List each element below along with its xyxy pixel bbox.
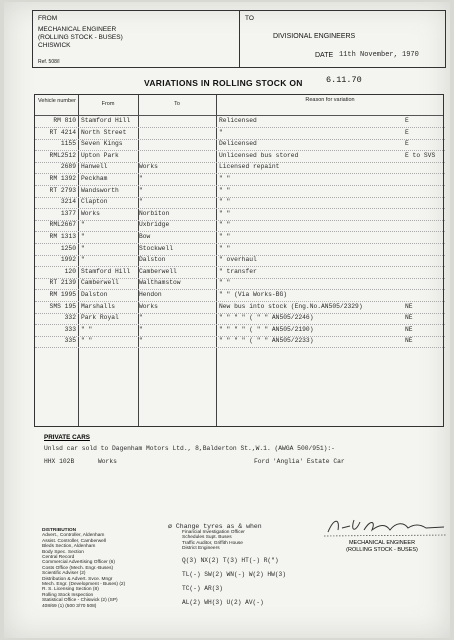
reason-cell: New bus into stock (Eng.No.AN505/2329) [219, 302, 363, 310]
code-cell: E [405, 117, 409, 124]
to-cell: Bow [139, 233, 151, 240]
from-cell: Clapton [81, 198, 108, 206]
to-cell: Works [139, 163, 158, 171]
reason-cell: " " [219, 233, 231, 240]
from-label: FROM [38, 15, 58, 22]
table-row [35, 326, 445, 337]
col-head-to: To [174, 101, 180, 107]
table-row [35, 279, 445, 290]
fi-line: Schedules Supt. Buses [182, 535, 232, 541]
vehicle-cell: 333 [64, 325, 76, 333]
vehicle-cell: 1155 [60, 140, 76, 148]
reason-cell: " overhaul [219, 256, 257, 264]
signature-title-line: (ROLLING STOCK - BUSES) [346, 546, 418, 553]
table-row [35, 233, 445, 244]
distribution-line: Assist. Controller, Camberwell [42, 538, 106, 544]
reason-cell: Relicensed [219, 117, 257, 124]
header-box [32, 10, 446, 68]
to-cell: " [139, 314, 143, 322]
header-divider [239, 11, 240, 67]
from-cell: " " [81, 325, 93, 333]
vehicle-cell: 2689 [60, 163, 76, 171]
from-cell: Wandsworth [81, 186, 119, 194]
to-cell: " [139, 186, 143, 194]
from-cell: Peckham [81, 175, 108, 182]
from-cell: Stamford Hill [81, 117, 131, 124]
from-cell: Dalston [81, 291, 108, 298]
fi-line: Traffic Auditor, Griffith House [182, 540, 243, 546]
private-cars-line: Unlsd car sold to Dagenham Motors Ltd., 8,Balderton St.,W.1. (AWGA 500/951):- [44, 445, 335, 452]
to-cell: Camberwell [139, 267, 177, 275]
table-row [35, 117, 445, 128]
table-row [35, 268, 445, 279]
distribution-lines [42, 533, 125, 609]
to-cell: " [139, 175, 143, 182]
table-row [35, 140, 445, 151]
to-value: DIVISIONAL ENGINEERS [273, 33, 356, 40]
page-title: VARIATIONS IN ROLLING STOCK ON [144, 78, 303, 88]
table-row [35, 303, 445, 314]
vehicle-cell: 1377 [60, 209, 76, 217]
reason-cell: " " [219, 209, 231, 217]
from-cell: " [81, 233, 85, 240]
variations-table [34, 94, 444, 427]
vehicle-cell: 332 [64, 314, 76, 322]
code-cell: E to SVS [405, 151, 436, 159]
reason-cell: " " (Via Works-BG) [219, 291, 288, 298]
reason-cell: Licensed repaint [219, 163, 280, 171]
vehicle-cell: 120 [64, 267, 76, 275]
reason-cell: " " [219, 186, 231, 194]
date-label: DATE [315, 52, 334, 59]
table-row [35, 221, 445, 232]
col-head-from: From [101, 101, 115, 107]
to-cell: " [139, 198, 143, 206]
row-guide [35, 347, 445, 348]
private-cars-heading: PRIVATE CARS [44, 434, 90, 441]
from-line-3: CHISWICK [38, 42, 71, 49]
to-cell: Walthamstow [139, 279, 181, 287]
vehicle-cell: RM 1995 [49, 291, 76, 298]
distribution-line: Advert., Controller, Aldenham [42, 533, 105, 539]
reason-cell: " [219, 128, 223, 136]
document-sheet [4, 2, 450, 638]
table-row [35, 129, 445, 140]
from-cell: Park Royal [81, 314, 119, 322]
table-row [35, 337, 445, 348]
code-cell: NE [405, 325, 413, 333]
code-line: TL(-) SW(2) WN(-) W(2) HW(3) [182, 571, 286, 578]
to-cell: Stockwell [139, 244, 174, 252]
to-label: TO [245, 15, 254, 22]
from-cell: Stamford Hill [81, 267, 131, 275]
private-car-from: Works [98, 458, 117, 465]
fi-block [182, 530, 245, 552]
distribution-line: Distribution & Advert. Svce. Mngr [42, 576, 113, 582]
table-row [35, 175, 445, 186]
code-cell: NE [405, 337, 413, 345]
distribution-line: Rolling Stock Inspection [42, 592, 94, 598]
vehicle-cell: 3214 [60, 198, 76, 206]
date-value: 11th November, 1970 [339, 51, 419, 59]
from-cell: " [81, 244, 85, 252]
to-cell: " [139, 337, 143, 345]
ref-number: Ref. 508/I [38, 59, 60, 65]
table-row [35, 245, 445, 256]
from-line-1: MECHANICAL ENGINEER [38, 26, 117, 33]
distribution-line: Statistical Office - Chiswick (2) (SP) [42, 598, 118, 604]
distribution-line: Costs Office (Mech. Engr.-Buses) [42, 565, 114, 571]
table-row [35, 198, 445, 209]
table-row [35, 314, 445, 325]
from-cell: Hanwell [81, 163, 108, 171]
table-row [35, 210, 445, 221]
reason-cell: " " " " ( " " AN505/2190) [219, 325, 314, 333]
vehicle-cell: RML2512 [49, 151, 76, 159]
header-rule [35, 115, 443, 116]
vehicle-cell: RT 2793 [49, 186, 76, 194]
table-row [35, 152, 445, 163]
to-cell: Works [139, 302, 158, 310]
vehicle-cell: RM 1313 [49, 233, 76, 240]
from-cell: Seven Kings [81, 140, 123, 148]
distribution-line: Scientific Adviser (2) [42, 571, 86, 577]
to-cell: Uxbridge [139, 221, 170, 229]
signature-title [322, 540, 442, 553]
reason-cell: Delicensed [219, 140, 257, 148]
reason-cell: " transfer [219, 267, 257, 275]
vehicle-cell: RML2667 [49, 221, 76, 229]
distribution-line: Bleds Section, Aldenham [42, 544, 96, 550]
table-row [35, 291, 445, 302]
reason-cell: " " " " ( " " AN505/2246) [219, 314, 314, 322]
private-car-reason: Ford 'Anglia' Estate Car [254, 458, 345, 465]
reason-cell: Unlicensed bus stored [219, 151, 299, 159]
vehicle-cell: RT 2139 [49, 279, 76, 287]
fi-line: Financial Investigation Officer [182, 530, 245, 535]
distribution-line: Body Spec. Section [42, 549, 84, 555]
code-cell: NE [405, 302, 413, 310]
from-cell: Marshalls [81, 302, 116, 310]
code-cell: E [405, 128, 409, 136]
vehicle-cell: 335 [64, 337, 76, 345]
distribution-line: 408/69 (1) (500 3/70 508) [42, 603, 97, 609]
col-head-reason: Reason for variation [305, 97, 355, 103]
code-line: Q(3) NX(2) T(3) HT(-) R(") [182, 557, 279, 564]
vehicle-cell: 1992 [60, 256, 76, 264]
vehicle-cell: SMS 195 [49, 302, 76, 310]
vehicle-cell: 1250 [60, 244, 76, 252]
to-cell: Dalston [139, 256, 166, 264]
table-row [35, 187, 445, 198]
title-date: 6.11.70 [326, 75, 362, 85]
reason-cell: " " [219, 244, 231, 252]
vehicle-cell: RM 810 [53, 117, 76, 124]
from-line-2: (ROLLING STOCK - BUSES) [38, 34, 123, 41]
signature-scribble [320, 514, 450, 540]
distribution-line: R. S. Licensing Section (8) [42, 587, 99, 593]
vehicle-cell: RT 4214 [49, 128, 76, 136]
tyre-note [168, 522, 262, 530]
distribution-list [42, 528, 125, 609]
signature-title-line: MECHANICAL ENGINEER [348, 540, 416, 546]
code-cell: E [405, 140, 409, 148]
reason-cell: " " [219, 198, 231, 206]
table-row [35, 163, 445, 174]
col-head-vehicle: Vehicle number [38, 98, 76, 104]
from-cell: Camberwell [81, 279, 119, 287]
reason-cell: " " [219, 175, 231, 182]
tick-mark: ø [168, 522, 172, 530]
tyre-note-text: Change tyres as & when [175, 523, 262, 530]
distribution-line: Mech. Engr. (Development - Buses) (2) [42, 582, 126, 588]
garage-codes [182, 554, 286, 610]
fi-line: District Engineers [182, 546, 220, 552]
to-cell: Norbiton [139, 209, 170, 217]
from-cell: Works [81, 209, 100, 217]
table-row [35, 256, 445, 267]
to-cell: " [139, 325, 143, 333]
code-cell: NE [405, 314, 413, 322]
from-cell: Upton Park [81, 151, 119, 159]
from-cell: " [81, 256, 85, 264]
reason-cell: " " [219, 279, 231, 287]
reason-cell: " " [219, 221, 231, 229]
distribution-heading: DISTRIBUTION [42, 528, 77, 533]
distribution-line: Commercial Advertising Officer (6) [42, 560, 115, 566]
reason-cell: " " " " ( " " AN505/2233) [219, 337, 314, 345]
to-cell: Hendon [139, 291, 162, 298]
code-line: AL(2) WH(3) U(2) AV(-) [182, 599, 264, 606]
from-cell: " [81, 221, 85, 229]
vehicle-cell: RM 1392 [49, 175, 76, 182]
private-car-vehicle: HHX 102B [44, 458, 75, 465]
from-cell: North Street [81, 128, 127, 136]
code-line: TC(-) AR(3) [182, 585, 223, 592]
from-cell: " " [81, 337, 93, 345]
distribution-line: Central Record [42, 555, 75, 561]
